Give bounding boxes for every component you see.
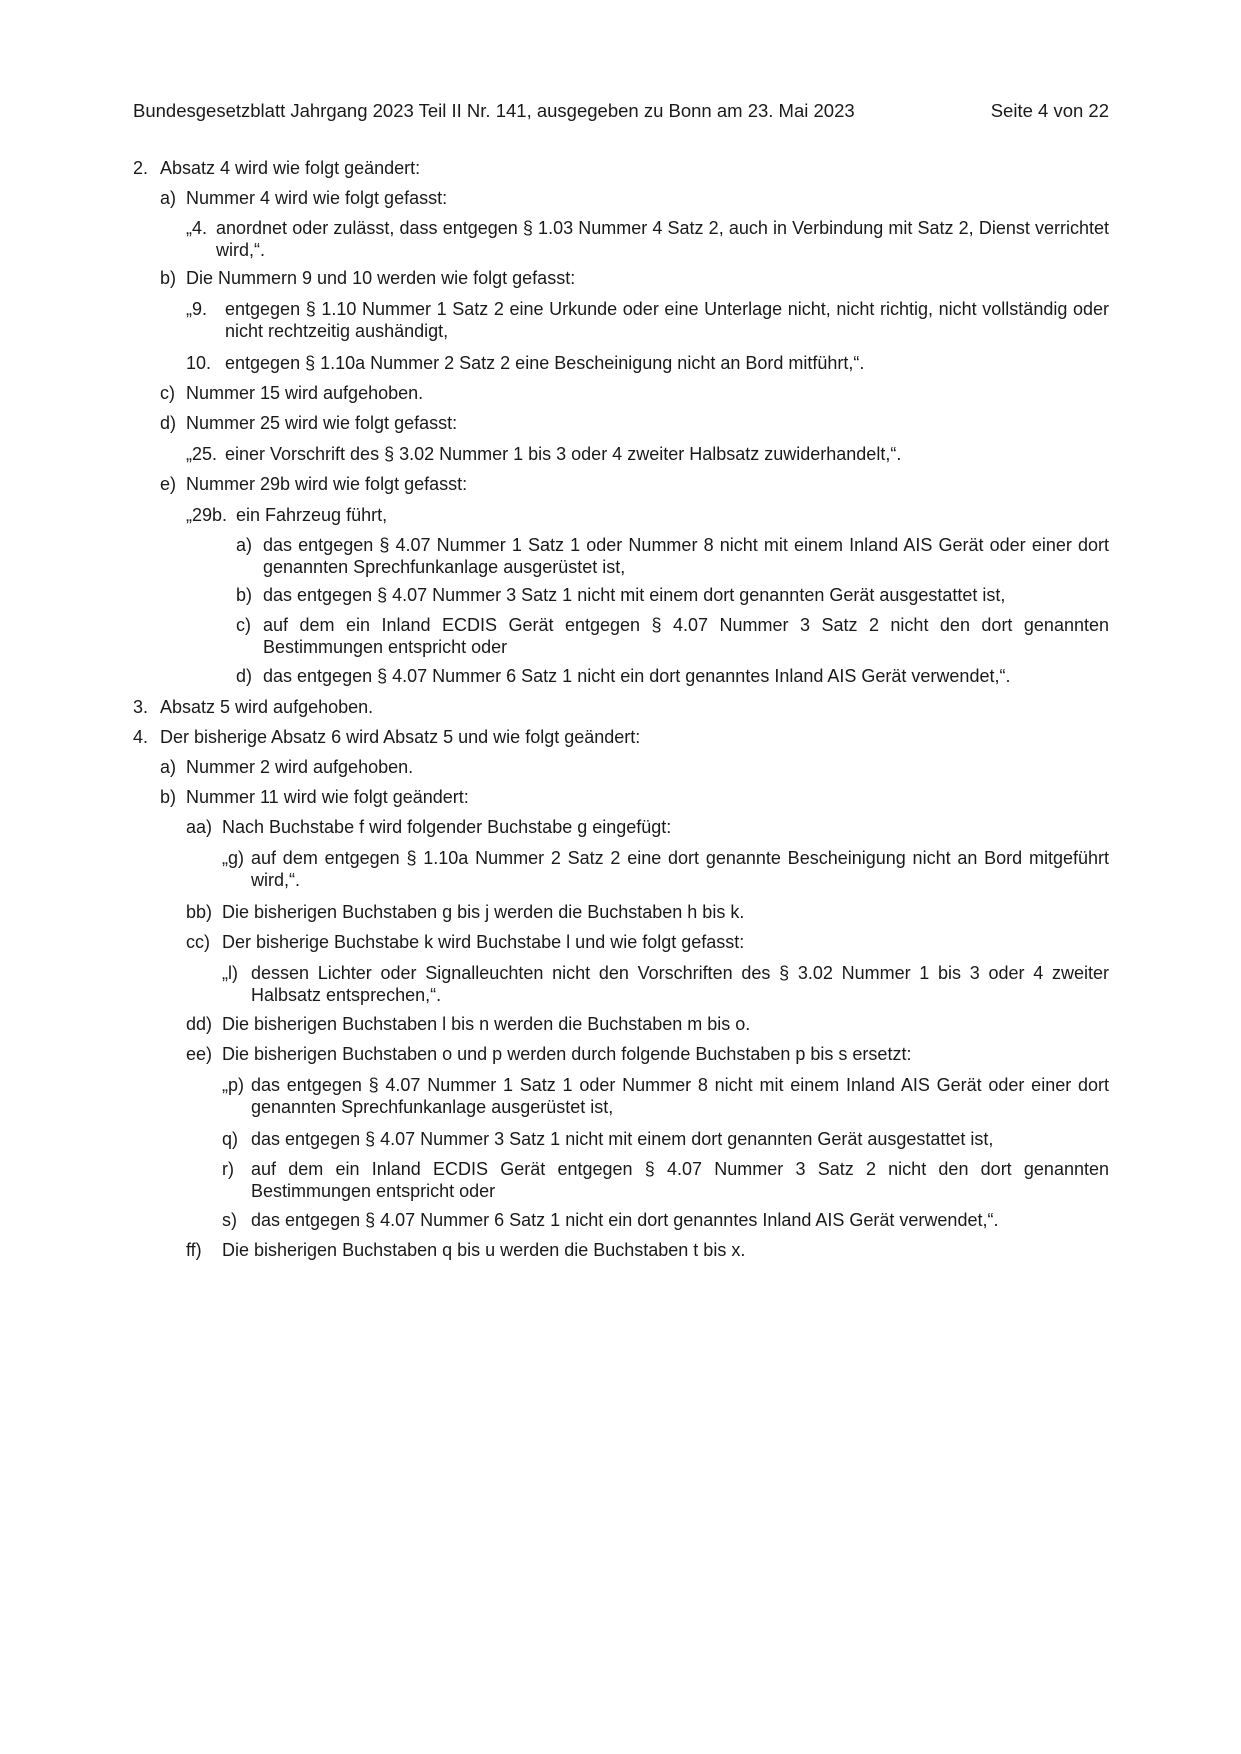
item-label: ee) xyxy=(186,1044,213,1064)
item-text: Die bisherigen Buchstaben g bis j werden die Buchstaben h bis k. xyxy=(222,902,745,922)
item-label: „4. xyxy=(186,218,208,238)
item-text: das entgegen § 4.07 Nummer 3 Satz 1 nicht mit einem dort genannten Gerät ausgestattet ist, xyxy=(263,585,1006,605)
item-text: auf dem entgegen § 1.10a Nummer 2 Satz 2 eine dort genannte Bescheinigung nicht an Bord mitgeführt wird,“. xyxy=(251,848,1109,890)
item-text: Die bisherigen Buchstaben l bis n werden die Buchstaben m bis o. xyxy=(222,1014,751,1034)
item-label: d) xyxy=(160,413,177,433)
item-text: dessen Lichter oder Signalleuchten nicht den Vorschriften des § 3.02 Nummer 1 bis 3 oder 4 zweiter Halbsatz entsprechen,“. xyxy=(251,963,1109,1005)
item-text: Der bisherige Absatz 6 wird Absatz 5 und wie folgt geändert: xyxy=(160,727,641,747)
item-text: Nummer 2 wird aufgehoben. xyxy=(186,757,414,777)
item-label: a) xyxy=(236,535,253,555)
item-text: Die bisherigen Buchstaben q bis u werden die Buchstaben t bis x. xyxy=(222,1240,746,1260)
item-text: Nummer 29b wird wie folgt gefasst: xyxy=(186,474,468,494)
item-label: dd) xyxy=(186,1014,213,1034)
item-text: auf dem ein Inland ECDIS Gerät entgegen § 4.07 Nummer 3 Satz 2 nicht den dort genannten Bestimmungen entspricht oder xyxy=(263,615,1109,657)
item-label: c) xyxy=(160,383,175,403)
item-label: a) xyxy=(160,188,177,208)
header-title: Bundesgesetzblatt Jahrgang 2023 Teil II Nr. 141, ausgegeben zu Bonn am 23. Mai 2023 xyxy=(133,100,855,121)
item-label: 4. xyxy=(133,727,149,747)
item-label: e) xyxy=(160,474,177,494)
item-label: a) xyxy=(160,757,177,777)
item-label: „g) xyxy=(222,848,244,868)
item-label: q) xyxy=(222,1129,239,1149)
item-label: b) xyxy=(236,585,253,605)
item-text: das entgegen § 4.07 Nummer 1 Satz 1 oder Nummer 8 nicht mit einem Inland AIS Gerät oder einer dort genannten Sprechfunkanlage ausgerüstet ist, xyxy=(251,1075,1109,1117)
item-text: das entgegen § 4.07 Nummer 1 Satz 1 oder Nummer 8 nicht mit einem Inland AIS Gerät oder einer dort genannten Sprechfunkanlage ausgerüstet ist, xyxy=(263,535,1109,577)
item-label: c) xyxy=(236,615,251,635)
item-label: b) xyxy=(160,268,177,288)
item-text: anordnet oder zulässt, dass entgegen § 1.03 Nummer 4 Satz 2, auch in Verbindung mit Satz 2, Dienst verrichtet wird,“. xyxy=(216,218,1109,260)
page-number: Seite 4 von 22 xyxy=(990,100,1109,121)
item-label: 3. xyxy=(133,697,149,717)
item-label: s) xyxy=(222,1210,237,1230)
item-label: 2. xyxy=(133,158,149,178)
item-label: „l) xyxy=(222,963,238,983)
item-label: ff) xyxy=(186,1240,202,1260)
item-text: Nummer 25 wird wie folgt gefasst: xyxy=(186,413,458,433)
item-label: „29b. xyxy=(186,505,228,525)
item-text: Der bisherige Buchstabe k wird Buchstabe l und wie folgt gefasst: xyxy=(222,932,745,952)
item-text: Nummer 11 wird wie folgt geändert: xyxy=(186,787,469,807)
item-label: „9. xyxy=(186,299,208,319)
item-label: bb) xyxy=(186,902,213,922)
item-label: r) xyxy=(222,1159,234,1179)
item-label: „25. xyxy=(186,444,218,464)
item-label: „p) xyxy=(222,1075,244,1095)
page-header xyxy=(133,100,1109,122)
item-label: d) xyxy=(236,666,253,686)
item-label: b) xyxy=(160,787,177,807)
item-text: entgegen § 1.10a Nummer 2 Satz 2 eine Bescheinigung nicht an Bord mitführt,“. xyxy=(225,353,865,373)
item-label: 10. xyxy=(186,353,212,373)
item-text: Die bisherigen Buchstaben o und p werden durch folgende Buchstaben p bis s ersetzt: xyxy=(222,1044,912,1064)
item-text: das entgegen § 4.07 Nummer 6 Satz 1 nicht ein dort genanntes Inland AIS Gerät verwendet,“. xyxy=(251,1210,999,1230)
item-text: Absatz 5 wird aufgehoben. xyxy=(160,697,374,717)
item-text: Nummer 15 wird aufgehoben. xyxy=(186,383,424,403)
item-text: das entgegen § 4.07 Nummer 3 Satz 1 nicht mit einem dort genannten Gerät ausgestattet ist, xyxy=(251,1129,994,1149)
item-text: einer Vorschrift des § 3.02 Nummer 1 bis 3 oder 4 zweiter Halbsatz zuwiderhandelt,“. xyxy=(225,444,902,464)
item-text: auf dem ein Inland ECDIS Gerät entgegen § 4.07 Nummer 3 Satz 2 nicht den dort genannten Bestimmungen entspricht oder xyxy=(251,1159,1109,1201)
item-text: entgegen § 1.10 Nummer 1 Satz 2 eine Urkunde oder eine Unterlage nicht, nicht richtig, nicht vollständig oder nicht rechtzeitig aushändigt, xyxy=(225,299,1109,341)
item-text: Nummer 4 wird wie folgt gefasst: xyxy=(186,188,448,208)
item-label: cc) xyxy=(186,932,210,952)
item-text: das entgegen § 4.07 Nummer 6 Satz 1 nicht ein dort genanntes Inland AIS Gerät verwendet,“. xyxy=(263,666,1011,686)
item-text: Nach Buchstabe f wird folgender Buchstabe g eingefügt: xyxy=(222,817,672,837)
item-text: Die Nummern 9 und 10 werden wie folgt gefasst: xyxy=(186,268,576,288)
item-label: aa) xyxy=(186,817,213,837)
item-text: Absatz 4 wird wie folgt geändert: xyxy=(160,158,421,178)
item-text: ein Fahrzeug führt, xyxy=(236,505,388,525)
